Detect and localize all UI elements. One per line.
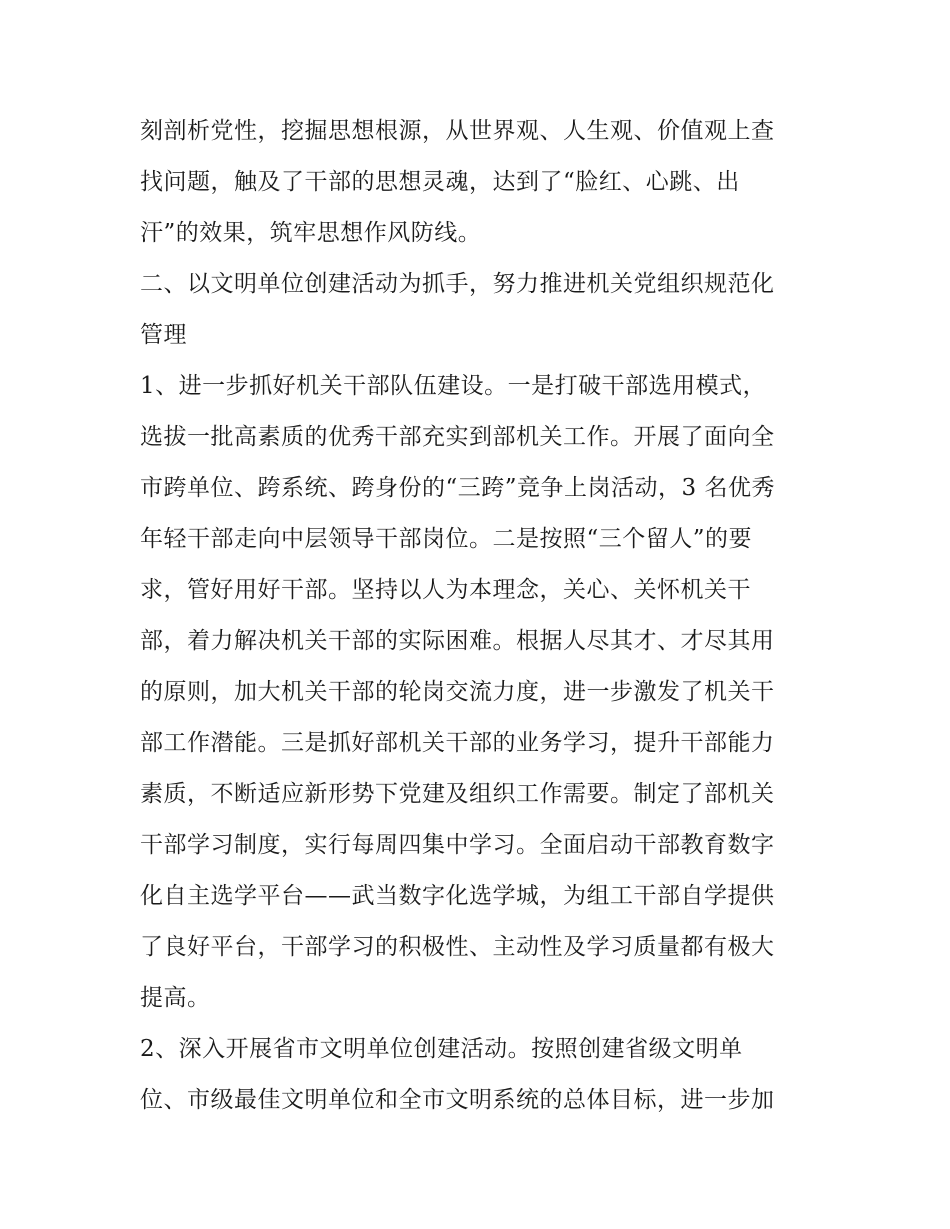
text-line: 部，着力解决机关干部的实际困难。根据人尽其才、才尽其用 xyxy=(140,628,775,654)
text-line: 刻剖析党性，挖掘思想根源，从世界观、人生观、价值观上查 xyxy=(140,118,775,144)
section-heading: 管理 xyxy=(140,322,187,348)
text-line: 位、市级最佳文明单位和全市文明系统的总体目标，进一步加 xyxy=(140,1087,775,1113)
text-line: 汗”的效果，筑牢思想作风防线。 xyxy=(140,220,482,246)
text-line: 找问题，触及了干部的思想灵魂，达到了“脸红、心跳、出 xyxy=(140,169,740,195)
document-body xyxy=(140,106,816,1126)
text-line: 提高。 xyxy=(140,985,211,1011)
text-line: 干部学习制度，实行每周四集中学习。全面启动干部教育数字 xyxy=(140,832,775,858)
text-line: 市跨单位、跨系统、跨身份的“三跨”竞争上岗活动，3 名优秀 xyxy=(140,475,775,501)
text-line: 2、深入开展省市文明单位创建活动。按照创建省级文明单 xyxy=(140,1036,743,1062)
text-line: 求，管好用好干部。坚持以人为本理念，关心、关怀机关干 xyxy=(140,577,751,603)
text-line: 选拔一批高素质的优秀干部充实到部机关工作。开展了面向全 xyxy=(140,424,775,450)
section-heading: 二、以文明单位创建活动为抓手，努力推进机关党组织规范化 xyxy=(140,271,775,297)
text-line: 年轻干部走向中层领导干部岗位。二是按照“三个留人”的要 xyxy=(140,526,753,552)
text-line: 部工作潜能。三是抓好部机关干部的业务学习，提升干部能力 xyxy=(140,730,775,756)
text-line: 了良好平台，干部学习的积极性、主动性及学习质量都有极大 xyxy=(140,934,775,960)
text-line: 1、进一步抓好机关干部队伍建设。一是打破干部选用模式， xyxy=(140,373,767,399)
text-line: 的原则，加大机关干部的轮岗交流力度，进一步激发了机关干 xyxy=(140,679,775,705)
text-line: 化自主选学平台——武当数字化选学城，为组工干部自学提供 xyxy=(140,883,775,909)
text-line: 素质，不断适应新形势下党建及组织工作需要。制定了部机关 xyxy=(140,781,775,807)
